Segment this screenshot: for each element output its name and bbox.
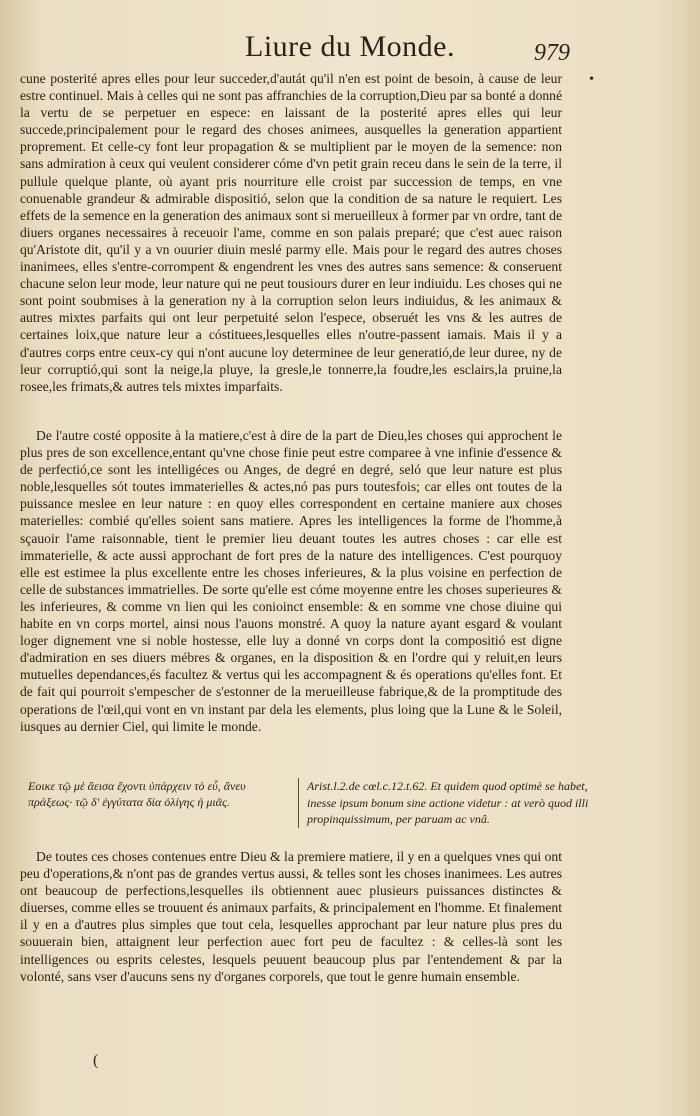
paragraph-1-text: cune posterité apres elles pour leur succeder,d'autát qu'il n'en est point de besoin, à cause de leur estre continuel. Mais à celles qui ne sont pas affranchies de la corruption,Dieu par sa bonté a donné la vertu de se perpetuer en espece: en laissant de la posterité apres elles qui leur succede,principalement pour le regard des choses animees, ausquelles la generation appartient proprement. Et celle-cy font leur propagation & se multiplient par le moyen de la semence: non sans admiration à ceux qui veulent considerer cóme d'vn petit grain receu dans le sein de la terre, il pullule quelque plante, où ayant pris nourriture elle croist par succession de temps, en vne conuenable grandeur & admirable dispositió, selon que la condition de sa nature le requiert. Les effets de la semence en la generation des animaux sont si merueilleux à former par vn ordre, tant de diuers organes necessaires à receuoir l'ame, comme en son palais preparé; que c'est auec raison qu'Aristote dit, qu'il y a vn ouurier diuin meslé parmy elle. Mais pour le regard des autres choses inanimees, elles s'entre-corrompent & engendrent les vnes des autres sans semence: & conseruent chacune selon leur mode, leur nature qui ne peut tousiours durer en leur indiuidu. Les choses qui ne sont point soubmises à la generation ny à la corruption selon leurs indiuidus, & les animaux & autres mixtes parfaits qui ont leur perpetuité selon l'espece, obseruét les vns & les autres de certaines loix,que nature leur a cóstituees,lesquelles elles n'outre-passent iamais. Mais il y a d'autres corps entre ceux-cy qui n'ont aucune loy determinee de leur generatió,de leur duree, ny de leur corruptió,qui sont la neige,la pluye, la gresle,le tonnerre,la foudre,les esclairs,la pruine,la rosee,les frimats,& autres tels mixtes imparfaits. [20, 71, 562, 394]
quotation-block [28, 778, 588, 830]
stray-mark: ( [93, 1052, 99, 1069]
paragraph-3 [20, 848, 562, 985]
greek-quotation: Εοικε τῷ μὲ ἄεισα ἔχοντι ὑπάρχειν τὸ εὖ, ἄνευ πράξεως· τῷ δ' ἐγγύτατα δὶα ὀλίγης ἡ μιᾶς. [28, 779, 246, 809]
paragraph-2-text: De l'autre costé opposite à la matiere,c'est à dire de la part de Dieu,les choses qui approchent le plus pres de son excellence,entant qu'vne chose finie peut estre comparee à vne infinie d'essence & de perfectió,ce sont les intelligéces ou Anges, de degré en degré, seló que leur nature est plus noble,lesquelles sót toutes immaterielles & actes,nó pas purs toutesfois; car elles ont toutes de la puissance meslee en leur nature : en quoy elles correspondent en certaine maniere aux choses materielles: combié qu'elles soient sans matiere. Apres les intelligences la forme de l'homme,à sçauoir l'ame raisonnable, tient le premier lieu deuant toutes les autres choses : car elle est immaterielle, & acte aussi approchant de fort pres de la nature des intelligences. C'est pourquoy elle est estimee la plus excellente entre les choses inferieures, & la plus voisine en perfection de celle de substances immatrielles. De sorte qu'elle est cóme moyenne entre les choses superieures & les inferieures, & comme vn lien qui les conioinct ensemble: & en somme vne chose diuine qui habite en vn corps mortel, ainsi nous l'auons monstré. A quoy la nature ayant esgard & voulant loger dignement vne si noble hostesse, elle luy a donné vn corps dont la compositió est digne d'admiration en ses diuers mébres & organes, en la disposition & en l'ordre qui y reluit,en leurs mutuelles dependances,és facultez & vertus qui les accompagnent & és operations qu'elles font. Et de fait qui pourroit s'empescher de s'estonner de la merueilleuse fabrique,& de la promptitude des operations de l'œil,qui vont en vn instant par dela les elements, plus loing que la Lune & le Soleil, iusques au dernier Ciel, qui limite le monde. [20, 428, 562, 734]
page-number: 979 [534, 40, 570, 66]
running-title: Liure du Monde. [245, 30, 455, 63]
margin-mark: • [589, 72, 594, 87]
paragraph-3-text: De toutes ces choses contenues entre Dieu & la premiere matiere, il y en a quelques vnes qui ont peu d'operations,& n'ont pas de grandes vertus aussi, & telles sont les choses inanimees. Les autres ont beaucoup de perfections,lesquelles ils obtiennent auec plusieurs puissances distinctes & diuerses, comme elles se trouuent és animaux parfaits, & principalement en l'homme. Et finalement il y en a d'autres plus simples que tout cela, lesquelles approchant par leur nature plus pres du souuerain bien, attaignent leur perfection auec fort peu de facultez : & celles-là sont les intelligences ou esprits celestes, lesquels peuuent beaucoup plus par l'entendement & par la volonté, sans vser d'aucuns sens ny d'organes corporels, que tout le genre humain ensemble. [20, 849, 562, 984]
paragraph-1 [20, 70, 562, 395]
paragraph-2 [20, 427, 562, 735]
latin-citation: Arist.l.2.de cœl.c.12.t.62. Et quidem quod optimè se habet, inesse ipsum bonum sine actione videtur : at verò quod illi propinquissimum, per paruam ac vnâ. [298, 778, 598, 828]
